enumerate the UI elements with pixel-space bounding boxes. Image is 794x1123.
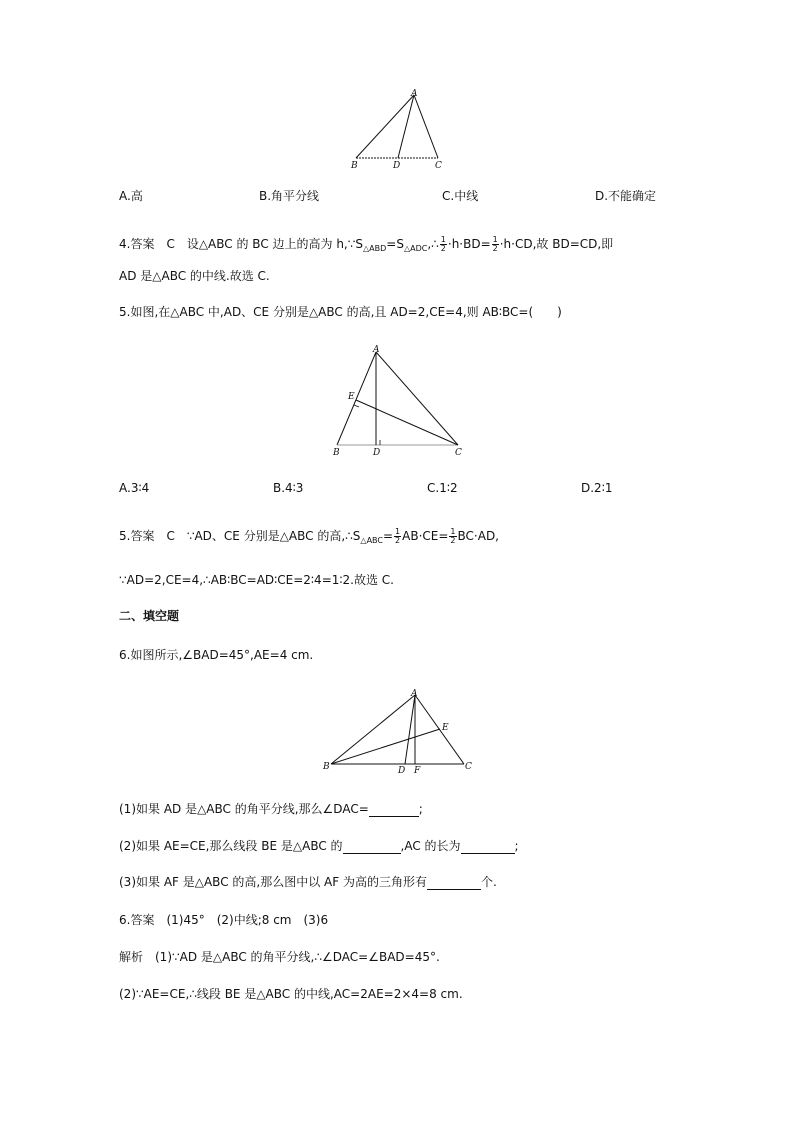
q5-option-d: D.2∶1: [581, 481, 613, 495]
label-c: C: [435, 161, 442, 170]
q5-option-c: C.1∶2: [427, 481, 458, 495]
label-c: C: [465, 762, 472, 772]
answer-blank[interactable]: [461, 841, 515, 854]
q6-analysis-line1: 解析 (1)∵AD 是△ABC 的角平分线,∴∠DAC=∠BAD=45°.: [119, 950, 440, 964]
label-b: B: [333, 448, 340, 458]
answer-blank[interactable]: [427, 877, 481, 890]
q4-answer-line2: AD 是△ABC 的中线.故选 C.: [119, 269, 270, 283]
q6-part3: (3)如果 AF 是△ABC 的高,那么图中以 AF 为高的三角形有 个.: [119, 875, 497, 889]
q6-stem: 6.如图所示,∠BAD=45°,AE=4 cm.: [119, 648, 314, 662]
segment-ab: [337, 352, 376, 445]
q3-option-d: D.不能确定: [595, 189, 657, 203]
segment-ab: [331, 695, 415, 764]
label-c: C: [455, 448, 462, 458]
q5-stem: 5.如图,在△ABC 中,AD、CE 分别是△ABC 的高,且 AD=2,CE=4,则 AB∶BC=( ): [119, 305, 562, 319]
q3-option-a: A.高: [119, 189, 143, 203]
altitude-ce: [356, 400, 458, 445]
fraction-half: $\frac{1}{2}$: [492, 235, 498, 253]
fraction-half: $\frac{1}{2}$: [450, 527, 456, 545]
label-e: E: [442, 723, 449, 733]
q4-answer-line1: 4.答案 C 设△ABC 的 BC 边上的高为 $h,\because S_{\triangle ABD}=S_{\triangle ADC},\therefore$ $\frac{1}{2}$ ·h·BD= $\frac{1}{2}$ ·h·CD,故 BD=CD,即: [119, 235, 614, 253]
q6-part2: (2)如果 AE=CE,那么线段 BE 是△ABC 的 ,AC 的长为 ;: [119, 839, 519, 853]
right-angle-mark-e: [354, 405, 359, 407]
q3-option-b: B.角平分线: [259, 189, 320, 203]
q5-answer-line1: 5.答案 C ∵AD、CE 分别是△ABC 的高$,\therefore S_{\triangle ABC}=$ $\frac{1}{2}$ AB·CE= $\frac{1}{2}$ BC·AD,: [119, 527, 499, 545]
q6-answer: 6.答案 (1)45° (2)中线;8 cm (3)6: [119, 913, 329, 927]
label-b: B: [351, 161, 358, 170]
q5-option-b: B.4∶3: [273, 481, 304, 495]
label-a: A: [411, 89, 418, 99]
label-a: A: [373, 345, 380, 355]
figure-triangle-bisector: [318, 686, 478, 776]
q5-option-a: A.3∶4: [119, 481, 150, 495]
answer-blank[interactable]: [369, 804, 419, 817]
label-f: F: [414, 766, 421, 776]
label-a: A: [411, 689, 418, 699]
label-d: D: [393, 161, 401, 170]
q6-part1: (1)如果 AD 是△ABC 的角平分线,那么∠DAC= ;: [119, 802, 423, 816]
figure-triangle-median: [340, 88, 460, 170]
section-title: 二、填空题: [119, 609, 180, 623]
q6-analysis-line2: (2)∵AE=CE,∴线段 BE 是△ABC 的中线,AC=2AE=2×4=8 cm.: [119, 987, 463, 1001]
segment-be: [331, 729, 440, 764]
segment-ad: [405, 695, 415, 764]
segment-ab: [356, 95, 414, 158]
q3-option-c: C.中线: [442, 189, 479, 203]
fraction-half: $\frac{1}{2}$: [440, 235, 446, 253]
label-d: D: [398, 766, 406, 776]
figure-triangle-altitudes: [326, 342, 472, 458]
segment-ac: [376, 352, 458, 445]
label-b: B: [323, 762, 330, 772]
label-e: E: [348, 392, 355, 402]
segment-ac: [414, 95, 438, 158]
answer-blank[interactable]: [343, 841, 401, 854]
label-d: D: [373, 448, 381, 458]
segment-ad: [398, 95, 414, 158]
q5-answer-line2: ∵AD=2,CE=4,∴AB∶BC=AD∶CE=2∶4=1∶2.故选 C.: [119, 573, 394, 587]
fraction-half: $\frac{1}{2}$: [395, 527, 401, 545]
